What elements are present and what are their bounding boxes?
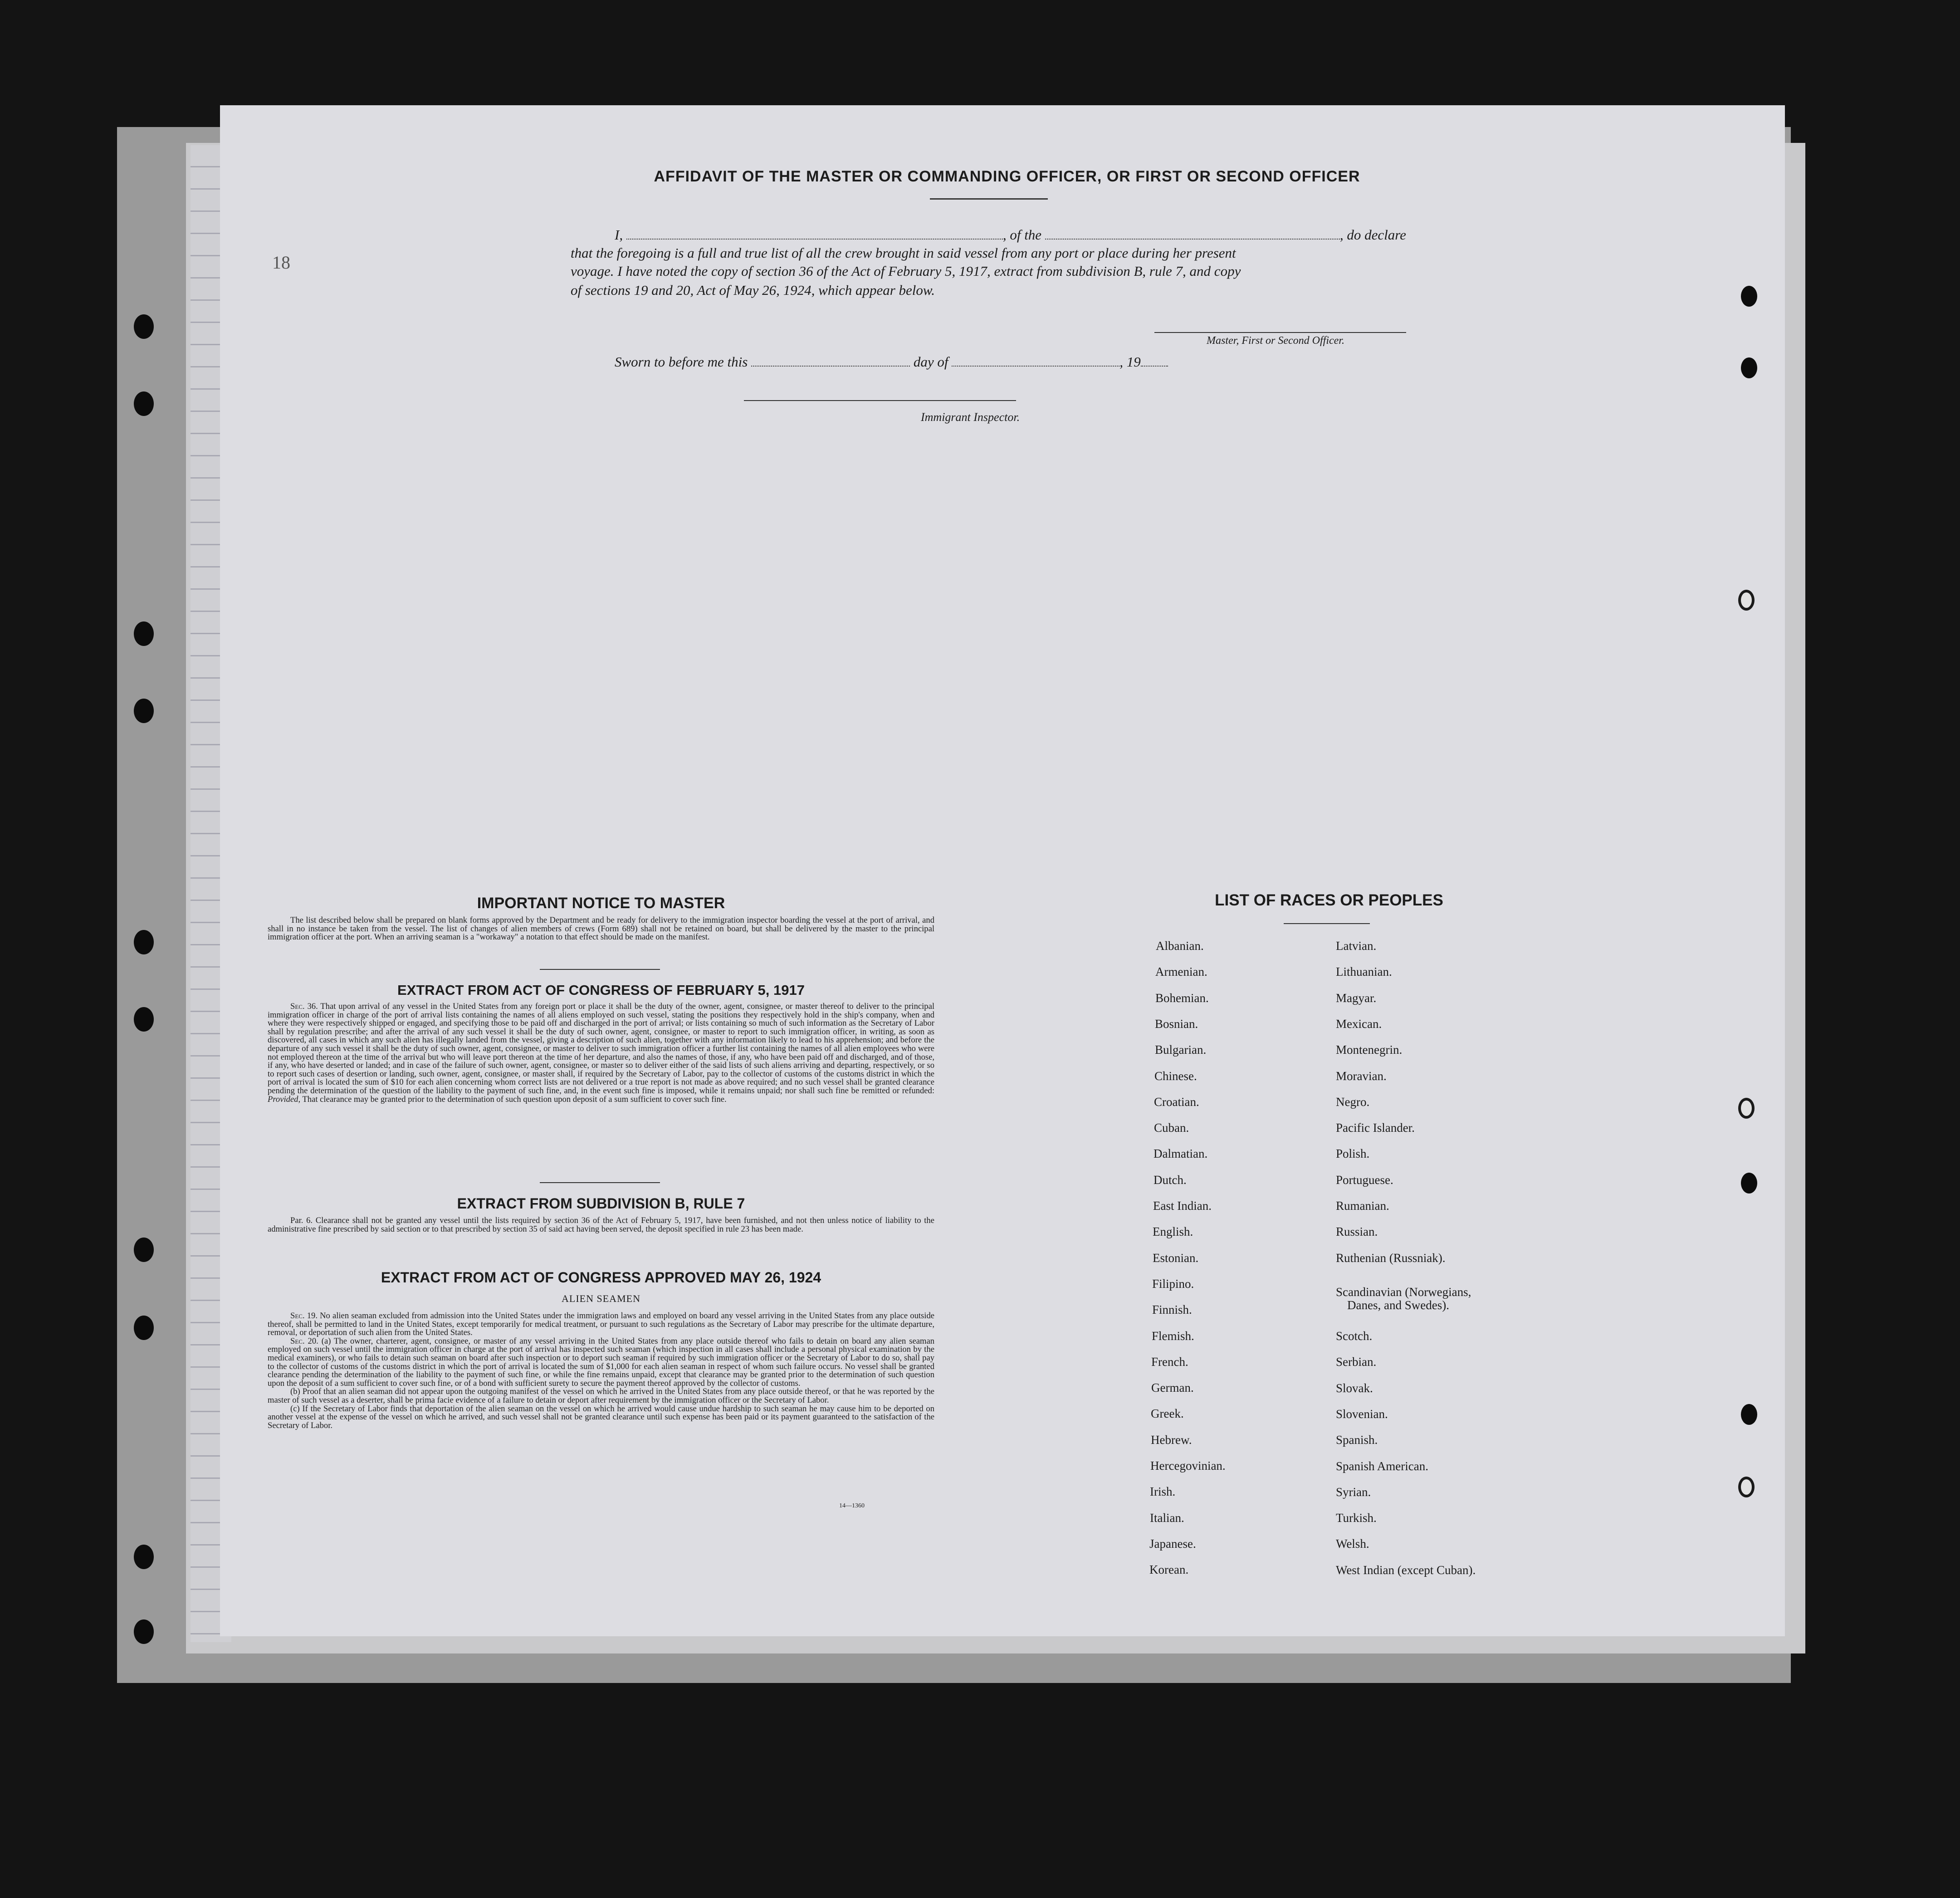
master-caption: Master, First or Second Officer. [1207,335,1344,347]
divider [540,969,660,970]
binder-hole [134,930,154,954]
race-item: Welsh. [1336,1537,1369,1551]
race-item: Greek. [1151,1407,1184,1421]
extract-1924-title: EXTRACT FROM ACT OF CONGRESS APPROVED MAY 26, 1924 [381,1269,821,1286]
race-item: Rumanian. [1336,1199,1389,1213]
race-item: Filipino. [1152,1277,1194,1291]
binder-hole [1741,357,1757,378]
inspector-signature-line[interactable] [744,400,1016,401]
master-name-field[interactable] [626,228,1003,240]
binder-hole [1738,1477,1755,1497]
title-underline [930,198,1048,200]
race-item: Dalmatian. [1154,1147,1208,1161]
race-item: Hebrew. [1151,1433,1192,1447]
race-item: East Indian. [1153,1199,1212,1213]
master-signature-line[interactable] [1154,332,1406,333]
race-item: Chinese. [1154,1069,1197,1083]
para-c: (c) If the Secretary of Labor finds that deportation of the alien seaman on the vessel on which he arrived would cause undue hardship to such seaman he may cause him to be deported on another vessel at the expense of the vessel on which he arrived, and such vessel shall not be granted clearance until such expense has been paid or its payment guaranteed to the satisfaction of the Secretary of Labor. [268,1404,934,1430]
sec-36-label: Sec. 36. [290,1002,318,1011]
races-underline [1284,923,1370,924]
affidavit-line-4: of sections 19 and 20, Act of May 26, 1924, which appear below. [571,282,935,298]
race-item: Slovak. [1336,1381,1373,1395]
affidavit-line-3: voyage. I have noted the copy of section 36 of the Act of February 5, 1917, extract from subdivision B, rule 7, and copy [571,263,1241,279]
binder-hole [134,1007,154,1032]
binder-hole [134,1619,154,1644]
race-item: Moravian. [1336,1069,1387,1083]
race-item: Armenian. [1155,965,1207,979]
sec-20-paragraph [268,1337,934,1388]
race-item: Estonian. [1153,1251,1199,1265]
race-item: Negro. [1336,1095,1370,1109]
race-item: Lithuanian. [1336,965,1392,979]
race-item: Finnish. [1152,1303,1192,1317]
notice-title: IMPORTANT NOTICE TO MASTER [477,895,725,912]
binder-hole [134,621,154,646]
extract-rule7-title: EXTRACT FROM SUBDIVISION B, RULE 7 [457,1195,745,1212]
extract-1917-text [268,1003,934,1104]
divider [540,1182,660,1183]
race-item: Magyar. [1336,991,1377,1005]
race-item: Dutch. [1154,1173,1187,1187]
margin-mark: 18 [272,252,290,273]
race-item: Latvian. [1336,939,1377,953]
binder-hole [1741,1404,1757,1425]
race-item: Russian. [1336,1225,1378,1239]
binder-hole [1738,590,1755,611]
sec-19-label: Sec. 19. [290,1311,318,1321]
affidavit-declare: , do declare [1339,227,1406,243]
sworn-year-field[interactable] [1141,355,1168,367]
provided-word: Provided, [268,1094,301,1104]
vessel-name-field[interactable] [1045,228,1340,240]
race-item: Hercegovinian. [1150,1459,1226,1472]
affidavit-title: AFFIDAVIT OF THE MASTER OR COMMANDING OFFICER, OR FIRST OR SECOND OFFICER [654,168,1360,185]
race-item: Japanese. [1149,1536,1196,1551]
race-item: Spanish. [1336,1433,1378,1447]
race-item: Scandinavian (Norwegians, [1336,1285,1471,1299]
binder-hole [134,314,154,339]
sworn-line [615,354,1168,370]
race-item: Turkish. [1336,1511,1377,1525]
race-item: Syrian. [1336,1485,1371,1499]
sec-36-body: That upon arrival of any vessel in the United States from any foreign port or place it shall be the duty of the owner, agent, consignee, or master thereof to deliver to the principal immigration officer in charge of the port of arrival lists containing the names of all aliens employed on such vessel, stating the positions they respectively hold in the ship's company, when and where they were respectively shipped or engaged, and specifying those to be paid off and discharged in the port of arrival; or lists containing so much of such information as the Secretary of Labor shall by regulation prescribe; and after the arrival of any such vessel it shall be the duty of such owner, agent, consignee, or master to report to such immigration officer, in writing, as soon as discovered, all cases in which any such alien has illegally landed from the vessel, giving a description of such alien, together with any information likely to lead to his apprehension; and before the departure of any such vessel it shall be the duty of such owner, agent, consignee, or master to deliver to such immigration officer a further list containing the names of all alien employees who were not employed thereon at the time of the arrival but who will leave port thereon at the time of her departure, and also the names of those, if any, who have been paid off and discharged, and of those, if any, who have deserted or landed; and in case of the failure of such owner, agent, consignee, or master so to deliver either of the said lists of such aliens arriving and departing, respectively, or so to report such cases of desertion or landing, such owner, agent, consignee, or master shall, if required by the Secretary of Labor, pay to the collector of customs of the customs district in which the port of arrival is located the sum of $10 for each alien concerning whom correct lists are not delivered or a true report is not made as above required; and no such vessel shall be granted clearance pending the determination of the question of the liability to the payment of such fine, and, in the event such fine is imposed, while it remains unpaid; nor shall such fine be remitted or refunded: [268,1002,934,1096]
race-item: Italian. [1150,1511,1184,1525]
para-b: (b) Proof that an alien seaman did not appear upon the outgoing manifest of the vessel on which he arrived in the United States from any place outside thereof, or that he was reported by the master of such vessel as a deserter, shall be prima facie evidence of a failure to detain or deport after requirement by the immigration officer or the Secretary of Labor. [268,1387,934,1405]
extract-rule7-text: Par. 6. Clearance shall not be granted any vessel until the lists required by section 36 of the Act of February 5, 1917, have been furnished, and not then unless notice of liability to the administrative fine prescribed by said section or to that prescribed by section 35 of said act having been served, the deposit specified in rule 23 has been made. [268,1216,934,1234]
race-item: Spanish American. [1336,1459,1428,1473]
race-item: Bulgarian. [1155,1043,1207,1057]
sworn-label: Sworn to before me this [615,354,748,370]
extract-1924-text [268,1312,934,1430]
affidavit-i: I, [615,227,623,243]
notice-text: The list described below shall be prepared on blank forms approved by the Department and be ready for delivery to the immigration inspector boarding the vessel at the port of arrival, and shall in no instance be taken from the vessel. The list of changes of alien members of crews (Form 689) shall not be retained on board, but shall be delivered by the master to the principal immigration officer at the port. When an arriving seaman is a "workaway" a notation to that effect should be made on the manifest. [268,915,934,942]
race-item: Scotch. [1336,1329,1373,1343]
extract-1917-title: EXTRACT FROM ACT OF CONGRESS OF FEBRUARY 5, 1917 [397,982,805,998]
binder-hole [1738,1098,1755,1119]
binder-hole [134,1545,154,1569]
affidavit-of-the: , of the [1002,227,1042,243]
race-item: Korean. [1149,1563,1189,1577]
race-item: Portuguese. [1336,1173,1393,1187]
alien-seamen-subtitle: ALIEN SEAMEN [562,1293,640,1304]
race-item: Irish. [1150,1485,1176,1499]
races-title: LIST OF RACES OR PEOPLES [1215,891,1443,909]
sec-19-body: No alien seaman excluded from admission into the United States under the immigration laws and employed on board any vessel arriving in the United States from any place outside thereof, shall be permitted to land in the United States, except temporarily for medical treatment, or pursuant to such regulations as the Secretary of Labor may prescribe for the ultimate departure, removal, or deportation of such alien from the United States. [268,1311,935,1338]
race-item: Cuban. [1154,1121,1189,1135]
binder-hole [134,391,154,416]
race-item: Polish. [1336,1147,1370,1161]
day-of-label: day of [913,354,948,370]
sec-36-end: That clearance may be granted prior to the determination of such question upon deposit of a sum sufficient to cover such fine. [302,1094,727,1104]
race-item: Serbian. [1336,1355,1377,1369]
sworn-day-field[interactable] [751,355,910,367]
race-item: West Indian (except Cuban). [1336,1563,1476,1577]
sworn-month-field[interactable] [952,355,1119,367]
sec-20-body: (a) The owner, charterer, agent, consignee, or master of any vessel arriving in the United States from any place outside thereof who fails to detain on board any alien seaman employed on such vessel until the immigration officer in charge at the port of arrival has inspected such seaman (which inspection in all cases shall include a personal physical examination by the medical examiners), or who fails to detain such seaman on board after such inspection or to deport such seaman if required by such immigration officer or the Secretary of Labor to do so, shall pay to the collector of customs of the customs district in which the port of arrival is located the sum of $1,000 for each alien seaman in respect of whom such failure occurs. No vessel shall be granted clearance pending the determination of the liability to the payment of such fine, or while the fine remains unpaid, except that clearance may be granted prior to the determination of such question upon the deposit of a sum sufficient to cover such fine, or of a bond with sufficient surety to secure the payment thereof approved by the collector of customs. [268,1336,935,1388]
race-item: Croatian. [1154,1095,1199,1109]
inspector-caption: Immigrant Inspector. [921,411,1020,424]
race-item: Montenegrin. [1336,1043,1403,1057]
race-item: Bohemian. [1155,991,1209,1005]
race-item: Slovenian. [1336,1407,1388,1421]
sec-19-paragraph [268,1312,934,1337]
race-item: Pacific Islander. [1336,1121,1415,1135]
sec-20-label: Sec. 20. [290,1336,318,1346]
binder-hole [134,1316,154,1340]
race-item: Albanian. [1156,939,1204,953]
binder-hole [134,1238,154,1262]
binder-hole [1741,286,1757,307]
binder-hole [1741,1173,1757,1194]
race-item: German. [1151,1381,1194,1395]
race-item: Danes, and Swedes). [1347,1298,1449,1312]
race-item: Flemish. [1152,1329,1194,1343]
affidavit-line-2: that the foregoing is a full and true list of all the crew brought in said vessel from any port or place during her present [571,245,1236,261]
affidavit-line-1 [615,227,1406,243]
race-item: Mexican. [1336,1017,1382,1031]
binder-hole [134,699,154,723]
form-number: 14—1360 [839,1502,865,1509]
race-item: French. [1151,1355,1188,1369]
race-item: English. [1153,1225,1193,1239]
year-label: , 19 [1119,354,1141,370]
race-item: Bosnian. [1155,1017,1198,1031]
race-item: Ruthenian (Russniak). [1336,1251,1446,1265]
